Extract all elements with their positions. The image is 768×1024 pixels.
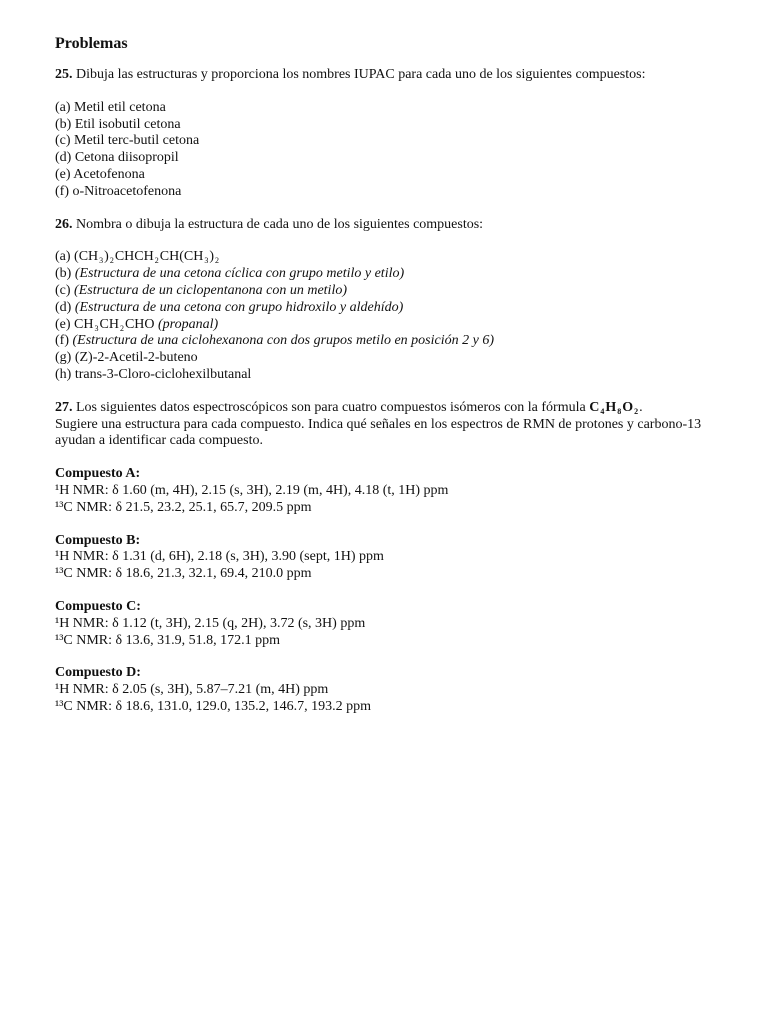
formula-subscript: 2 <box>634 406 639 416</box>
problem-26-item-g: (g) (Z)-2-Acetil-2-buteno <box>55 350 198 366</box>
item-label: (f) <box>55 333 73 349</box>
problem-26-item-c <box>55 283 745 300</box>
compound-d-block <box>55 665 745 715</box>
item-text: (Estructura de una cetona cíclica con grupo metilo y etilo) <box>74 266 405 282</box>
problem-25-item-a: (a) Metil etil cetona <box>55 99 166 115</box>
compound-title: Compuesto A: <box>55 466 141 482</box>
item-label: (a) <box>55 249 75 265</box>
formula-part: CH(CH <box>159 249 204 265</box>
problem-25-list <box>55 100 745 201</box>
formula-subscript: 2 <box>214 256 219 266</box>
document-page <box>55 34 745 716</box>
formula-subscript: 3 <box>94 323 99 333</box>
formula-subscript: 4 <box>600 406 605 416</box>
problem-27-number: 27. <box>55 399 73 415</box>
formula-part: ) <box>209 249 214 265</box>
problem-27-statement <box>55 400 745 450</box>
problem-26-item-h: (h) trans-3-Cloro-ciclohexilbutanal <box>55 366 252 382</box>
item-text: (Estructura de una cetona con grupo hidroxilo y aldehído) <box>74 299 404 315</box>
page-title: Problemas <box>55 35 128 52</box>
compound-a-block <box>55 466 745 516</box>
c-nmr-data: ¹³C NMR: δ 18.6, 21.3, 32.1, 69.4, 210.0 ppm <box>55 566 312 582</box>
compound-b-block <box>55 533 745 583</box>
item-label: (b) <box>55 266 75 282</box>
problem-25-number: 25. <box>55 67 73 82</box>
formula-part: CH <box>99 316 119 332</box>
problem-26-text: Nombra o dibuja la estructura de cada uno de los siguientes compuestos: <box>76 216 484 232</box>
formula-part: CH <box>74 316 94 332</box>
formula-part: C <box>589 399 600 415</box>
formula-part: (CH <box>74 249 99 265</box>
h-nmr-data: ¹H NMR: δ 1.60 (m, 4H), 2.15 (s, 3H), 2.19 (m, 4H), 4.18 (t, 1H) ppm <box>55 482 449 498</box>
item-text: (Estructura de una ciclohexanona con dos grupos metilo en posición 2 y 6) <box>72 333 494 349</box>
formula-subscript: 2 <box>109 256 114 266</box>
formula-part: CHO <box>124 316 159 332</box>
item-text: (Estructura de un ciclopentanona con un metilo) <box>74 282 347 298</box>
problem-25-item-c: (c) Metil terc-butil cetona <box>55 133 200 149</box>
problem-25-item-f: (f) o-Nitroacetofenona <box>55 183 182 199</box>
formula-part: CHCH <box>114 249 154 265</box>
item-label: (e) <box>55 316 75 332</box>
problem-26-number: 26. <box>55 216 73 232</box>
formula-part: H <box>605 399 617 415</box>
formula-subscript: 8 <box>617 406 622 416</box>
formula-subscript: 2 <box>154 256 159 266</box>
problem-26-item-b <box>55 266 745 283</box>
period: . <box>639 399 643 415</box>
compound-c-block <box>55 599 745 649</box>
compound-title: Compuesto B: <box>55 532 141 548</box>
problem-25-item-e: (e) Acetofenona <box>55 166 145 182</box>
formula-part: ) <box>104 249 109 265</box>
c-nmr-data: ¹³C NMR: δ 21.5, 23.2, 25.1, 65.7, 209.5 ppm <box>55 499 312 515</box>
problem-26-list <box>55 249 745 383</box>
problem-25-statement <box>55 67 745 84</box>
problem-27-text: Los siguientes datos espectroscópicos son para cuatro compuestos isómeros con la fórmula <box>76 399 590 415</box>
c-nmr-data: ¹³C NMR: δ 18.6, 131.0, 129.0, 135.2, 146.7, 193.2 ppm <box>55 698 372 714</box>
problem-25-item-b: (b) Etil isobutil cetona <box>55 116 181 132</box>
item-note: (propanal) <box>158 316 219 332</box>
formula-subscript: 3 <box>204 256 209 266</box>
problem-26-statement <box>55 217 745 234</box>
problem-26-item-f <box>55 333 745 350</box>
problem-27-text-rest: Sugiere una estructura para cada compuesto. Indica qué señales en los espectros de RMN de protones y carbono-13 ayudan a identificar cada compuesto. <box>55 416 702 449</box>
item-label: (d) <box>55 299 75 315</box>
problem-25-item-d: (d) Cetona diisopropil <box>55 150 179 166</box>
h-nmr-data: ¹H NMR: δ 1.31 (d, 6H), 2.18 (s, 3H), 3.90 (sept, 1H) ppm <box>55 549 384 565</box>
problem-26-item-a <box>55 249 745 266</box>
problem-26-item-e <box>55 317 745 334</box>
compound-title: Compuesto C: <box>55 598 141 614</box>
compound-title: Compuesto D: <box>55 665 141 681</box>
formula-subscript: 2 <box>119 323 124 333</box>
c-nmr-data: ¹³C NMR: δ 13.6, 31.9, 51.8, 172.1 ppm <box>55 632 281 648</box>
molecular-formula <box>589 400 639 415</box>
problem-26-item-d <box>55 300 745 317</box>
item-label: (c) <box>55 282 75 298</box>
h-nmr-data: ¹H NMR: δ 2.05 (s, 3H), 5.87–7.21 (m, 4H) ppm <box>55 682 329 698</box>
problem-25-text: Dibuja las estructuras y proporciona los nombres IUPAC para cada uno de los siguientes compuestos: <box>76 67 646 82</box>
h-nmr-data: ¹H NMR: δ 1.12 (t, 3H), 2.15 (q, 2H), 3.72 (s, 3H) ppm <box>55 615 366 631</box>
formula-part: O <box>622 399 634 415</box>
formula-subscript: 3 <box>99 256 104 266</box>
